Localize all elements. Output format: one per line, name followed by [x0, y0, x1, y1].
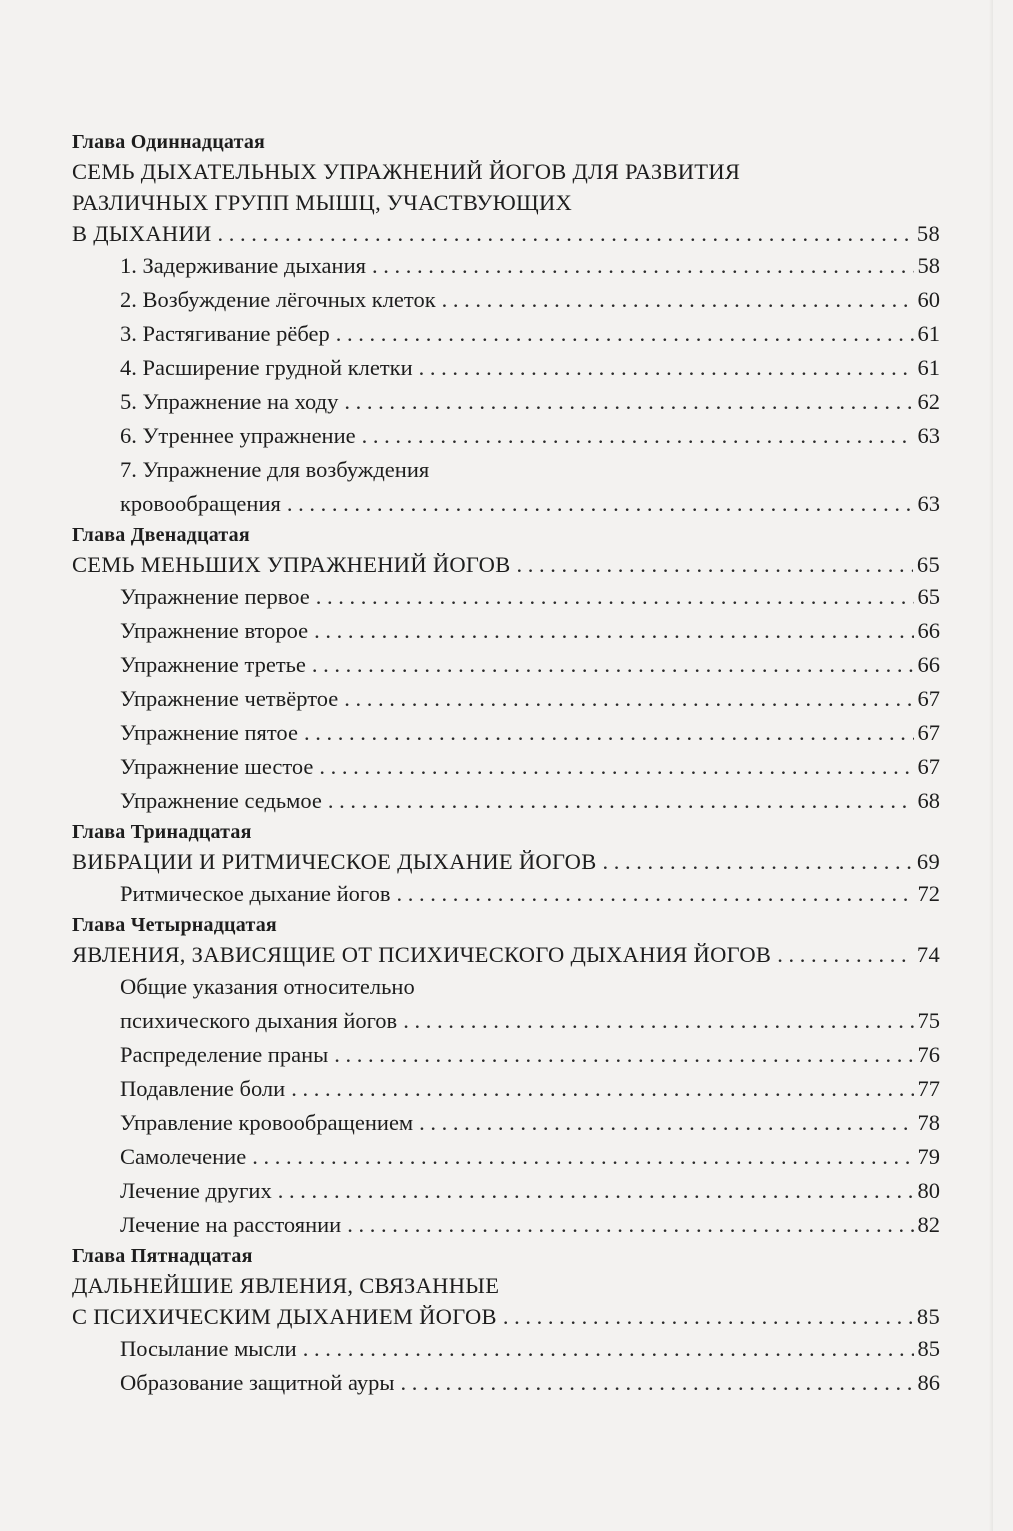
page-number: 62 — [917, 389, 940, 414]
leader-dots — [291, 1072, 913, 1106]
toc-entry-text: Подавление боли — [120, 1076, 286, 1101]
toc-entry — [72, 317, 940, 351]
page-edge-shadow — [989, 0, 993, 1531]
chapter-title-entry — [72, 218, 940, 249]
toc-entry — [72, 487, 940, 521]
leader-dots — [336, 317, 914, 351]
leader-dots — [362, 419, 914, 453]
leader-dots — [347, 1208, 913, 1242]
page-number: 58 — [916, 221, 940, 246]
toc-entry-text: Распределение праны — [120, 1042, 329, 1067]
page-number: 85 — [916, 1304, 940, 1329]
toc-entry-text: Упражнение третье — [120, 652, 306, 677]
leader-dots — [314, 614, 913, 648]
page-number: 86 — [917, 1370, 940, 1395]
chapter-label: Глава Одиннадцатая — [72, 131, 266, 153]
toc-entry-text: 1. Задерживание дыхания — [120, 253, 366, 278]
toc-entry-text: Упражнение первое — [120, 584, 310, 609]
toc-entry — [72, 877, 940, 911]
toc-entry — [72, 682, 940, 716]
toc-entry-text: 4. Расширение грудной клетки — [120, 355, 413, 380]
leader-dots — [396, 877, 913, 911]
chapter-title-text: ВИБРАЦИИ И РИТМИЧЕСКОЕ ДЫХАНИЕ ЙОГОВ — [72, 849, 597, 874]
chapter-title-entry — [72, 1301, 940, 1332]
page-number: 58 — [917, 253, 940, 278]
toc-entry — [72, 1366, 940, 1400]
leader-dots — [278, 1174, 914, 1208]
chapter-fourteen — [72, 911, 940, 1242]
page-number: 67 — [917, 754, 940, 779]
leader-dots — [304, 716, 914, 750]
toc-entry — [72, 580, 940, 614]
chapter-title-text: С ПСИХИЧЕСКИМ ДЫХАНИЕМ ЙОГОВ — [72, 1304, 497, 1329]
leader-dots — [344, 385, 913, 419]
leader-dots — [334, 1038, 913, 1072]
page-number: 72 — [917, 881, 940, 906]
chapter-label: Глава Тринадцатая — [72, 821, 252, 843]
page-number: 79 — [917, 1144, 940, 1169]
toc-entry-text: Упражнение пятое — [120, 720, 298, 745]
toc-entry-text: психического дыхания йогов — [120, 1008, 398, 1033]
leader-dots — [218, 218, 913, 249]
toc-entry — [72, 1106, 940, 1140]
toc-entry-text: 5. Упражнение на ходу — [120, 389, 339, 414]
toc-entry-text: Посылание мысли — [120, 1336, 297, 1361]
leader-dots — [400, 1366, 913, 1400]
page-number: 66 — [917, 618, 940, 643]
leader-dots — [403, 1004, 913, 1038]
chapter-title — [72, 156, 940, 249]
chapter-title-text: СЕМЬ МЕНЬШИХ УПРАЖНЕНИЙ ЙОГОВ — [72, 552, 511, 577]
page-number: 60 — [917, 287, 940, 312]
toc-entry — [72, 351, 940, 385]
toc-entry — [72, 716, 940, 750]
page-number: 61 — [917, 355, 940, 380]
toc-entry-text: Самолечение — [120, 1144, 247, 1169]
chapter-label: Глава Пятнадцатая — [72, 1245, 253, 1267]
page-number: 67 — [917, 720, 940, 745]
leader-dots — [442, 283, 914, 317]
leader-dots — [328, 784, 914, 818]
toc-entry-text: Лечение на расстоянии — [120, 1212, 342, 1237]
toc-entry — [72, 784, 940, 818]
toc-entry — [72, 1208, 940, 1242]
chapter-label: Глава Двенадцатая — [72, 524, 250, 546]
toc-entry — [72, 1174, 940, 1208]
chapter-title-entry — [72, 846, 940, 877]
toc-entry-text: Образование защитной ауры — [120, 1370, 395, 1395]
chapter-thirteen — [72, 818, 940, 911]
toc-entry — [72, 614, 940, 648]
page-number: 82 — [917, 1212, 940, 1237]
page-number: 68 — [917, 788, 940, 813]
toc-entry-text: Упражнение второе — [120, 618, 309, 643]
chapter-title — [72, 549, 940, 580]
page-number: 75 — [917, 1008, 940, 1033]
chapter-title-line: ДАЛЬНЕЙШИЕ ЯВЛЕНИЯ, СВЯЗАННЫЕ — [72, 1273, 500, 1298]
page-number: 77 — [917, 1076, 940, 1101]
leader-dots — [252, 1140, 913, 1174]
toc-entry — [72, 648, 940, 682]
leader-dots — [312, 648, 914, 682]
toc-entry — [72, 419, 940, 453]
page-number: 85 — [917, 1336, 940, 1361]
chapter-title-line: РАЗЛИЧНЫХ ГРУПП МЫШЦ, УЧАСТВУЮЩИХ — [72, 190, 573, 215]
toc-entry — [72, 283, 940, 317]
toc-entry-text: Упражнение четвёртое — [120, 686, 339, 711]
chapter-eleven — [72, 128, 940, 521]
page-number: 76 — [917, 1042, 940, 1067]
toc-entry-first-line: Общие указания относительно — [120, 974, 415, 999]
leader-dots — [287, 487, 914, 521]
toc-entry — [72, 1072, 940, 1106]
leader-dots — [303, 1332, 914, 1366]
chapter-fifteen — [72, 1242, 940, 1400]
toc-entry-text: 2. Возбуждение лёгочных клеток — [120, 287, 436, 312]
table-of-contents — [72, 128, 940, 1400]
page-number: 66 — [917, 652, 940, 677]
chapter-title-line: СЕМЬ ДЫХАТЕЛЬНЫХ УПРАЖНЕНИЙ ЙОГОВ ДЛЯ РАЗВИТИЯ — [72, 159, 741, 184]
chapter-title — [72, 939, 940, 970]
page-number: 65 — [916, 552, 940, 577]
page-number: 65 — [917, 584, 940, 609]
leader-dots — [372, 249, 914, 283]
page-number: 74 — [916, 942, 940, 967]
toc-entry — [72, 1140, 940, 1174]
chapter-twelve — [72, 521, 940, 818]
chapter-title — [72, 846, 940, 877]
toc-entry — [72, 385, 940, 419]
toc-entry-text: Лечение других — [120, 1178, 272, 1203]
page-number: 69 — [916, 849, 940, 874]
toc-entry — [72, 1004, 940, 1038]
toc-entry-text: Упражнение седьмое — [120, 788, 322, 813]
chapter-title-text: ЯВЛЕНИЯ, ЗАВИСЯЩИЕ ОТ ПСИХИЧЕСКОГО ДЫХАНИЯ ЙОГОВ — [72, 942, 772, 967]
chapter-title-entry — [72, 549, 940, 580]
toc-entry — [72, 1332, 940, 1366]
toc-entry-text: Ритмическое дыхание йогов — [120, 881, 391, 906]
leader-dots — [319, 750, 913, 784]
leader-dots — [316, 580, 914, 614]
leader-dots — [419, 1106, 913, 1140]
toc-entry — [72, 750, 940, 784]
leader-dots — [419, 351, 914, 385]
toc-entry-text: Упражнение шестое — [120, 754, 314, 779]
page-number: 63 — [917, 491, 940, 516]
chapter-title-entry — [72, 939, 940, 970]
toc-entry — [72, 1038, 940, 1072]
leader-dots — [603, 846, 913, 877]
leader-dots — [777, 939, 913, 970]
page-number: 63 — [917, 423, 940, 448]
toc-entry-text: 6. Утреннее упражнение — [120, 423, 356, 448]
toc-entry-first-line: 7. Упражнение для возбуждения — [120, 457, 430, 482]
page-number: 61 — [917, 321, 940, 346]
chapter-label: Глава Четырнадцатая — [72, 914, 277, 936]
toc-entry — [72, 249, 940, 283]
toc-entry-text: кровообращения — [120, 491, 281, 516]
toc-entry-text: 3. Растягивание рёбер — [120, 321, 330, 346]
leader-dots — [503, 1301, 913, 1332]
leader-dots — [517, 549, 913, 580]
page-number: 67 — [917, 686, 940, 711]
page-number: 80 — [917, 1178, 940, 1203]
page-number: 78 — [917, 1110, 940, 1135]
leader-dots — [344, 682, 913, 716]
chapter-title — [72, 1270, 940, 1332]
chapter-title-text: В ДЫХАНИИ — [72, 221, 212, 246]
toc-entry-text: Управление кровообращением — [120, 1110, 414, 1135]
